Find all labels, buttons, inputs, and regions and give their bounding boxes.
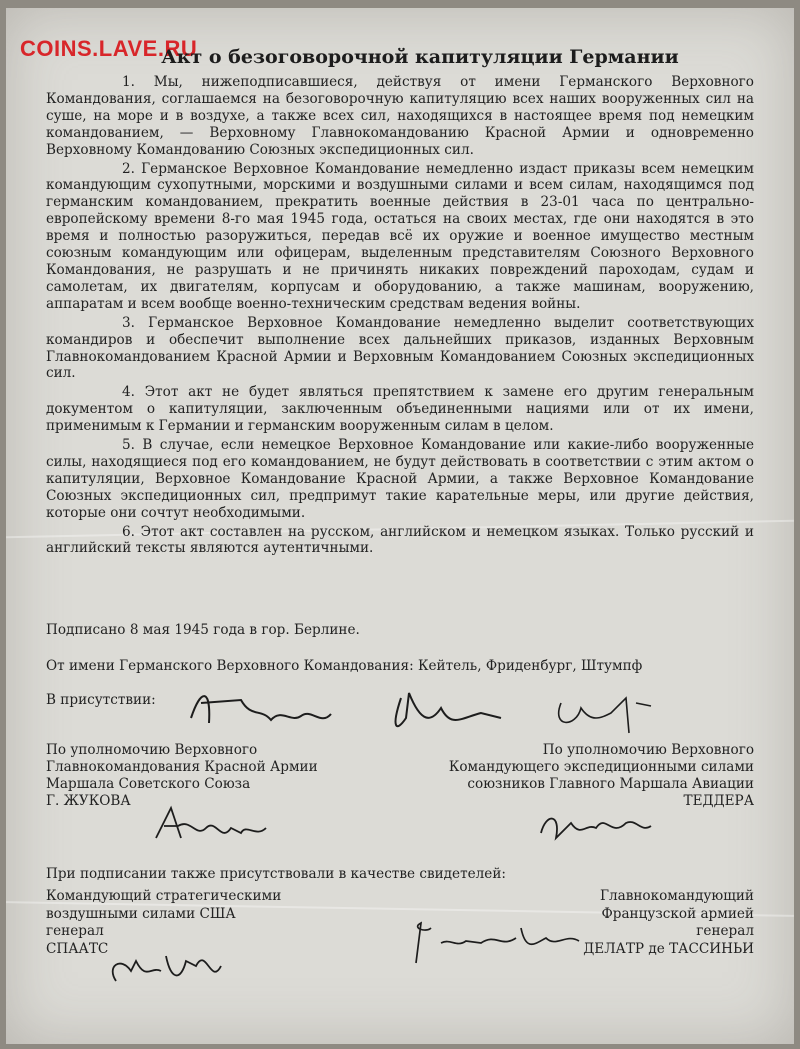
- left-witness-line: воздушными силами США: [46, 905, 236, 922]
- paragraph-6: 6. Этот акт составлен на русском, английском и немецком языках. Только русский и английский тексты являются аутентичными.: [46, 523, 754, 557]
- right-witness-line: генерал: [696, 923, 754, 939]
- left-authority-line: По уполномочию Верховного: [46, 742, 258, 758]
- paragraph-4: 4. Этот акт не будет являться препятствием к замене его другим генеральным документом о капитуляции, заключенным объединенными нациями или от их имени, применимым к Германии и германским вооруженным силам в целом.: [46, 384, 754, 435]
- left-authority-name: Г. ЖУКОВА: [46, 793, 131, 809]
- document-body: [46, 74, 754, 559]
- left-witness-line: генерал: [46, 923, 104, 939]
- right-authority-line: Командующего экспедиционными силами: [448, 759, 754, 775]
- spaatz-signature: [96, 936, 246, 1006]
- right-authority-name: ТЕДДЕРА: [683, 793, 754, 809]
- right-witness-name: ДЕЛАТР де ТАССИНЬИ: [583, 940, 754, 957]
- witness-intro: При подписании также присутствовали в качестве свидетелей:: [46, 866, 506, 882]
- paragraph-2: 2. Германское Верховное Командование немедленно издаст приказы всем немецким командующим сухопутными, морскими и воздушными силами и всем силам, находящимся под германским командованием, прекратить военные действия в 23-01 часа по центрально-европейскому времени 8-го мая 1945 года, остаться на своих местах, где они находятся в это время и полностью разоружиться, передав всё их оружие и военное имущество местным союзным командующим или офицерам, выделенным представителям Союзного Верховного Командования, не разрушать и не причинять никаких повреждений пароходам, судам и самолетам, их двигателям, корпусам и оборудованию, а также машинам, вооружению, аппаратам и всем вообще военно-техническим средствам ведения войны.: [46, 160, 754, 312]
- paragraph-1: 1. Мы, нижеподписавшиеся, действуя от имени Германского Верховного Командования, соглашаемся на безоговорочную капитуляцию всех наших вооруженных сил на суше, на море и в воздухе, а также всех сил, находящихся в настоящее время под немецким командованием, — Верховному Главнокомандованию Красной Армии и одновременно Верховному Командованию Союзных экспедиционных сил.: [46, 74, 754, 158]
- left-witness-name: СПААТС: [46, 940, 109, 957]
- german-signatures: [181, 678, 661, 748]
- right-witness-line: Главнокомандующий: [599, 888, 754, 904]
- document-title: Акт о безоговорочной капитуляции Германии: [161, 46, 679, 68]
- signed-line: Подписано 8 мая 1945 года в гор. Берлине.: [46, 622, 360, 638]
- left-witness-line: Командующий стратегическими: [46, 888, 282, 904]
- paragraph-5: 5. В случае, если немецкое Верховное Командование или какие-либо вооруженные силы, находящиеся под его командованием, не будут действовать в соответствии с этим актом о капитуляции, Верховное Командование Красной Армии, а также Верховное Командование Союзных экспедиционных сил, предпримут такие карательные меры, или другие действия, которые они сочтут необходимыми.: [46, 437, 754, 521]
- de-lattre-signature: [401, 913, 591, 973]
- left-authority-line: Главнокомандования Красной Армии: [46, 759, 318, 775]
- zhukov-signature: [146, 798, 276, 848]
- german-signatories: От имени Германского Верховного Командования: Кейтель, Фриденбург, Штумпф: [46, 658, 643, 674]
- right-authority-line: По уполномочию Верховного: [542, 742, 754, 758]
- presence-label: В присутствии:: [46, 692, 156, 708]
- right-witness-line: Французской армией: [601, 905, 754, 922]
- tedder-signature: [531, 798, 661, 848]
- right-authority-line: союзников Главного Маршала Авиации: [467, 776, 754, 792]
- watermark: COINS.LAVE.RU: [20, 36, 198, 61]
- left-authority-line: Маршала Советского Союза: [46, 776, 251, 792]
- document-sheet: [6, 8, 794, 1044]
- paragraph-3: 3. Германское Верховное Командование немедленно выделит соответствующих командиров и обеспечит выполнение всех дальнейших приказов, изданных Верховным Главнокомандованием Красной Армии и Верховным Командованием Союзных экспедиционных сил.: [46, 314, 754, 382]
